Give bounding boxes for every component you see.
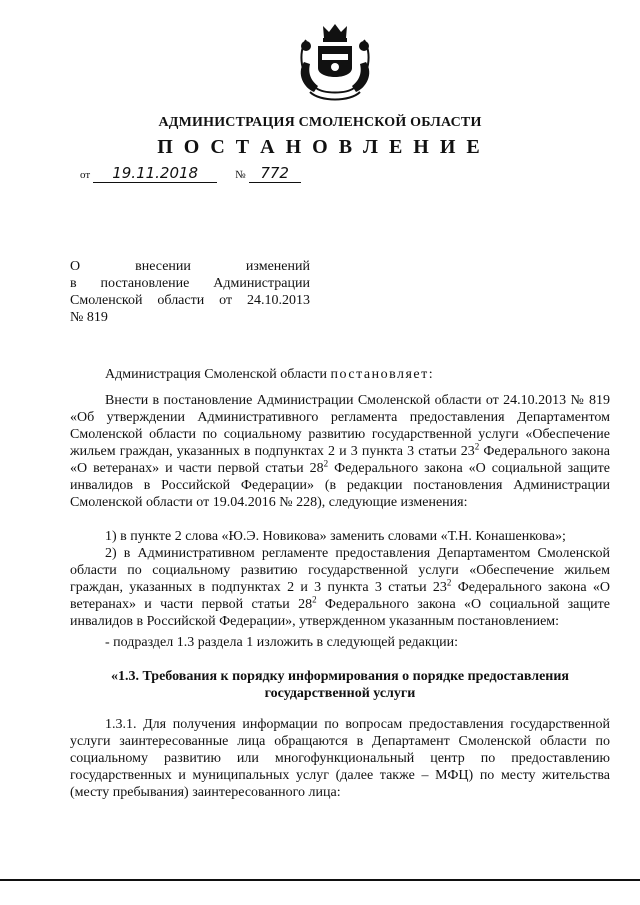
organization-name: АДМИНИСТРАЦИЯ СМОЛЕНСКОЙ ОБЛАСТИ xyxy=(158,115,482,130)
subject-line: в постановление Администрации xyxy=(70,276,310,291)
preamble-verb: постановляет: xyxy=(330,367,435,382)
subject-line: О внесении изменений xyxy=(70,259,310,274)
subject-line: № 819 xyxy=(70,310,108,325)
preamble xyxy=(105,366,610,383)
document-type-title: П О С Т А Н О В Л Е Н И Е xyxy=(157,136,483,158)
number-label: № xyxy=(235,169,246,181)
preamble-text: Администрация Смоленской области xyxy=(105,367,331,382)
paragraph-1-3-1: 1.3.1. Для получения информации по вопросам предоставления государственной услуги заинтересованные лица обращаются в Департамент Смоленской области по социальному развитию или многофункциональный центр по предоставлению государственных и муниципальных услуг (далее также – МФЦ) по месту жительства (месту пребывания) заинтересованного лица: xyxy=(70,717,610,800)
sub-item: - подраздел 1.3 раздела 1 изложить в следующей редакции: xyxy=(105,635,458,650)
subject-block xyxy=(70,258,310,326)
coat-of-arms-emblem xyxy=(296,22,374,104)
list-item-1: 1) в пункте 2 слова «Ю.Э. Новикова» заменить словами «Т.Н. Конашенкова»; xyxy=(105,529,566,544)
document-number: 772 xyxy=(249,164,301,183)
subject-line: Смоленской области от 24.10.2013 xyxy=(70,293,310,308)
document-date: 19.11.2018 xyxy=(93,164,217,183)
paragraph-amendment: Внести в постановление Администрации Смоленской области от 24.10.2013 № 819 «Об утверждении Административного регламента предоставления Департаментом Смоленской области по социальному развитию государственной услуги «Обеспечение жильем граждан, указанных в подпунктах 2 и 3 пункта 3 статьи $23^2$ Федерального закона «О ветеранах» и части первой статьи $28^2$ Федерального закона «О социальной защите инвалидов в Российской Федерации» (в редакции постановления Администрации Смоленской области от 19.04.2016 № 228), следующие изменения: xyxy=(70,393,611,510)
list-item-2: 2) в Административном регламенте предоставления Департаментом Смоленской области по социальному развитию государственной услуги «Обеспечение жильем граждан, указанных в подпунктах 2 и 3 пункта 3 статьи $23^2$ Федерального закона «О ветеранах» и части первой статьи $28^2$ Федерального закона «О социальной защите инвалидов в Российской Федерации», утвержденном указанным постановлением: xyxy=(70,546,610,629)
section-heading: «1.3. Требования к порядку информирования о порядке предоставления государственной услуги xyxy=(110,669,569,701)
date-number-line xyxy=(80,164,301,183)
page-bottom-rule xyxy=(0,879,640,881)
date-label: от xyxy=(80,169,91,181)
